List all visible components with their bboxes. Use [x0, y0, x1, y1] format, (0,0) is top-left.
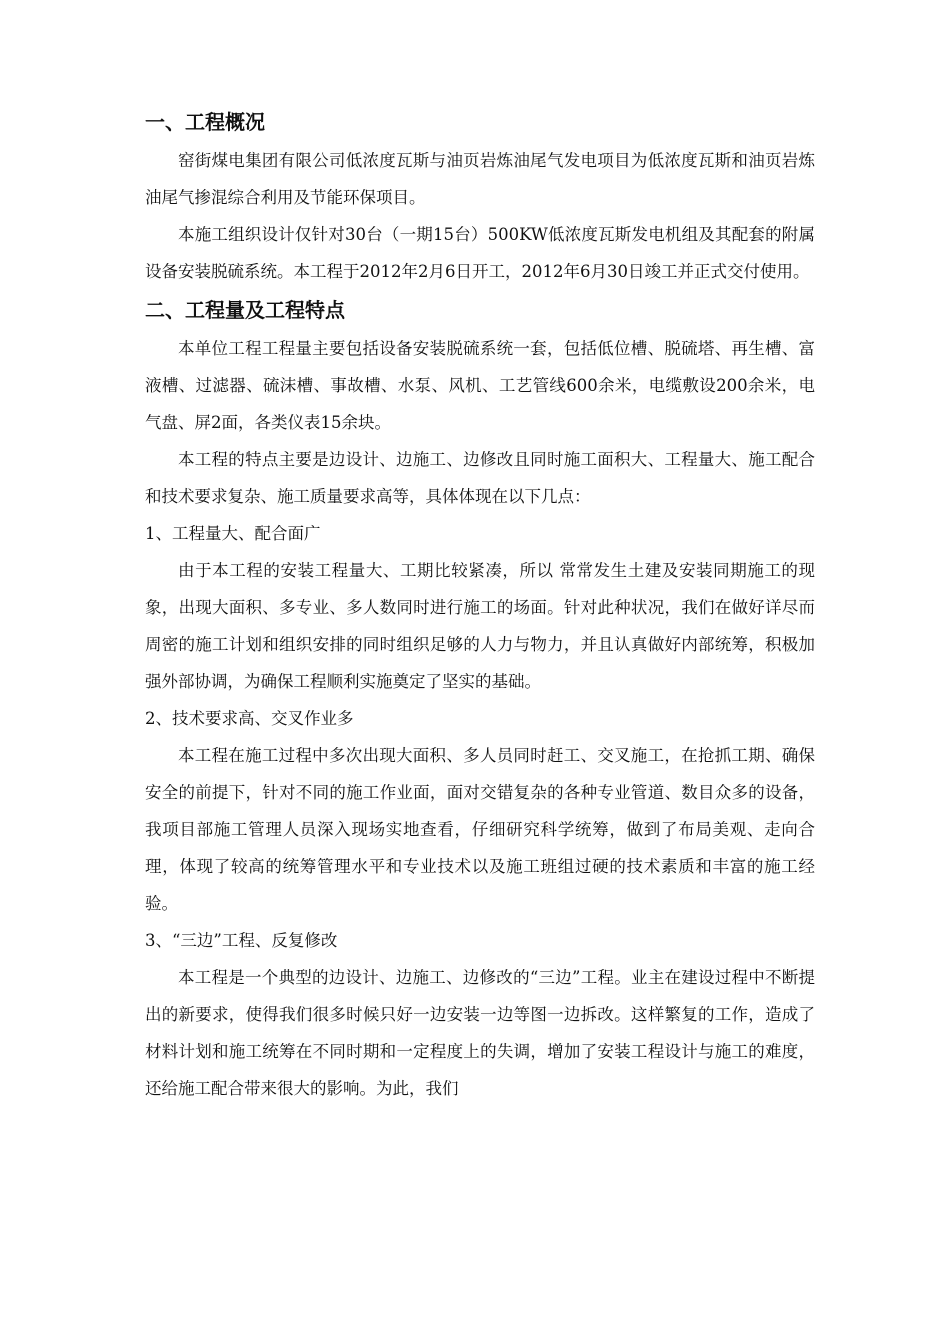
- item-title-1: 1、工程量大、配合面广: [145, 524, 321, 543]
- paragraph-construction-scope: 本施工组织设计仅针对30台（一期15台）500KW低浓度瓦斯发电机组及其配套的附属设备安装脱硫系统。本工程于2012年2月6日开工，2012年6月30日竣工并正式交付使用。: [145, 225, 815, 281]
- item-text-3: 本工程是一个典型的边设计、边施工、边修改的“三边”工程。业主在建设过程中不断提出的新要求，使得我们很多时候只好一边安装一边等图一边拆改。这样繁复的工作，造成了材料计划和施工统筹在不同时期和一定程度上的失调，增加了安装工程设计与施工的难度，还给施工配合带来很大的影响。为此，我们: [145, 968, 815, 1098]
- paragraph-project-features: 本工程的特点主要是边设计、边施工、边修改且同时施工面积大、工程量大、施工配合和技术要求复杂、施工质量要求高等，具体体现在以下几点：: [145, 450, 815, 506]
- item-title-3: 3、“三边”工程、反复修改: [145, 931, 338, 950]
- section-heading-overview: 一、工程概况: [145, 110, 265, 134]
- document-body: [145, 104, 815, 1107]
- paragraph-work-quantities: 本单位工程工程量主要包括设备安装脱硫系统一套，包括低位槽、脱硫塔、再生槽、富液槽、过滤器、硫沫槽、事故槽、水泵、风机、工艺管线600余米，电缆敷设200余米，电气盘、屏2面，各类仪表15余块。: [145, 339, 815, 432]
- section-heading-quantities: 二、工程量及工程特点: [145, 298, 345, 322]
- item-text-1: 由于本工程的安装工程量大、工期比较紧凑，所以 常常发生土建及安装同期施工的现象，出现大面积、多专业、多人数同时进行施工的场面。针对此种状况，我们在做好详尽而周密的施工计划和组织安排的同时组织足够的人力与物力，并且认真做好内部统筹，积极加强外部协调，为确保工程顺利实施奠定了坚实的基础。: [145, 561, 815, 691]
- paragraph-project-intro: 窑街煤电集团有限公司低浓度瓦斯与油页岩炼油尾气发电项目为低浓度瓦斯和油页岩炼油尾气掺混综合利用及节能环保项目。: [145, 151, 815, 207]
- item-title-2: 2、技术要求高、交叉作业多: [145, 709, 354, 728]
- item-text-2: 本工程在施工过程中多次出现大面积、多人员同时赶工、交叉施工，在抢抓工期、确保安全的前提下，针对不同的施工作业面，面对交错复杂的各种专业管道、数目众多的设备，我项目部施工管理人员深入现场实地查看，仔细研究科学统筹，做到了布局美观、走向合理，体现了较高的统筹管理水平和专业技术以及施工班组过硬的技术素质和丰富的施工经验。: [145, 746, 815, 913]
